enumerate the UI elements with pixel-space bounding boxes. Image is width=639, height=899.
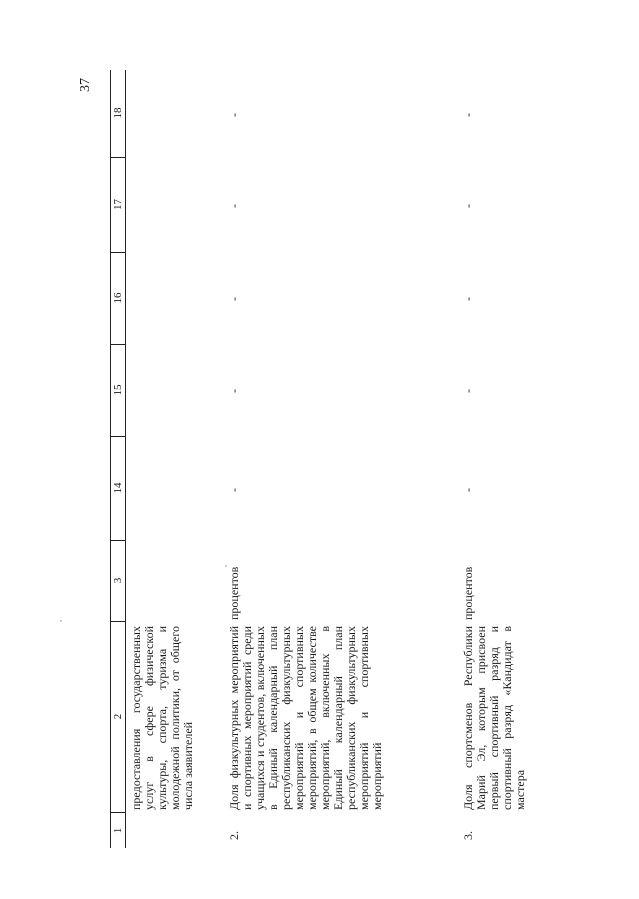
table-row-2-number: 2. [227, 831, 241, 840]
table-row-2-col-17: - [227, 204, 241, 208]
page-number: 37 [78, 78, 93, 92]
table-row-1-indicator: предоставления государственных услуг в сфере физической культуры, спорта, туризма и молодежной политики, от общего числа заявителей [129, 626, 195, 810]
table-row-3-col-18: - [461, 113, 475, 117]
table-row-3-indicator: Доля спортсменов Республики Марий Эл, которым присвоен первый спортивный разряд и спортивный разряд «Кандидат в мастера [461, 626, 527, 810]
header-col-16: 16 [111, 252, 125, 345]
table-row-3-col-15: - [461, 389, 475, 393]
header-col-1: 1 [112, 827, 124, 834]
table-row-3-number: 3. [461, 831, 475, 840]
table-row-3-col-14: - [461, 488, 475, 492]
table-row-2-col-15: - [227, 389, 241, 393]
table-row-2-indicator: Доля физкультурных мероприятий и спортивных мероприятий среди учащихся и студентов, включенных в Единый календарный план республиканских физкультурных мероприятий и спортивных мероприятий, в общем количестве мероприятий, включенных в Единый календарный план республиканских физкультурных мероприятий и спортивных мероприятий [227, 626, 384, 810]
table-header-row [110, 70, 126, 848]
header-col-3: 3 [111, 540, 125, 622]
table-row-2-col-18: - [227, 113, 241, 117]
header-col-17: 17 [111, 157, 125, 253]
table-row-3-col-17: - [461, 204, 475, 208]
table-row-2-unit: процентов [227, 566, 241, 620]
header-col-14: 14 [111, 436, 125, 541]
table-row-3-unit: процентов [461, 566, 475, 620]
scan-speck [225, 565, 227, 567]
header-col-18: 18 [111, 69, 125, 158]
table-row-2-col-16: - [227, 297, 241, 301]
header-col-2: 2 [111, 621, 125, 813]
table-row-3-col-16: - [461, 297, 475, 301]
scan-speck [60, 620, 62, 622]
table-row-2-col-14: - [227, 488, 241, 492]
header-col-15: 15 [111, 344, 125, 437]
rotated-table [110, 70, 527, 848]
